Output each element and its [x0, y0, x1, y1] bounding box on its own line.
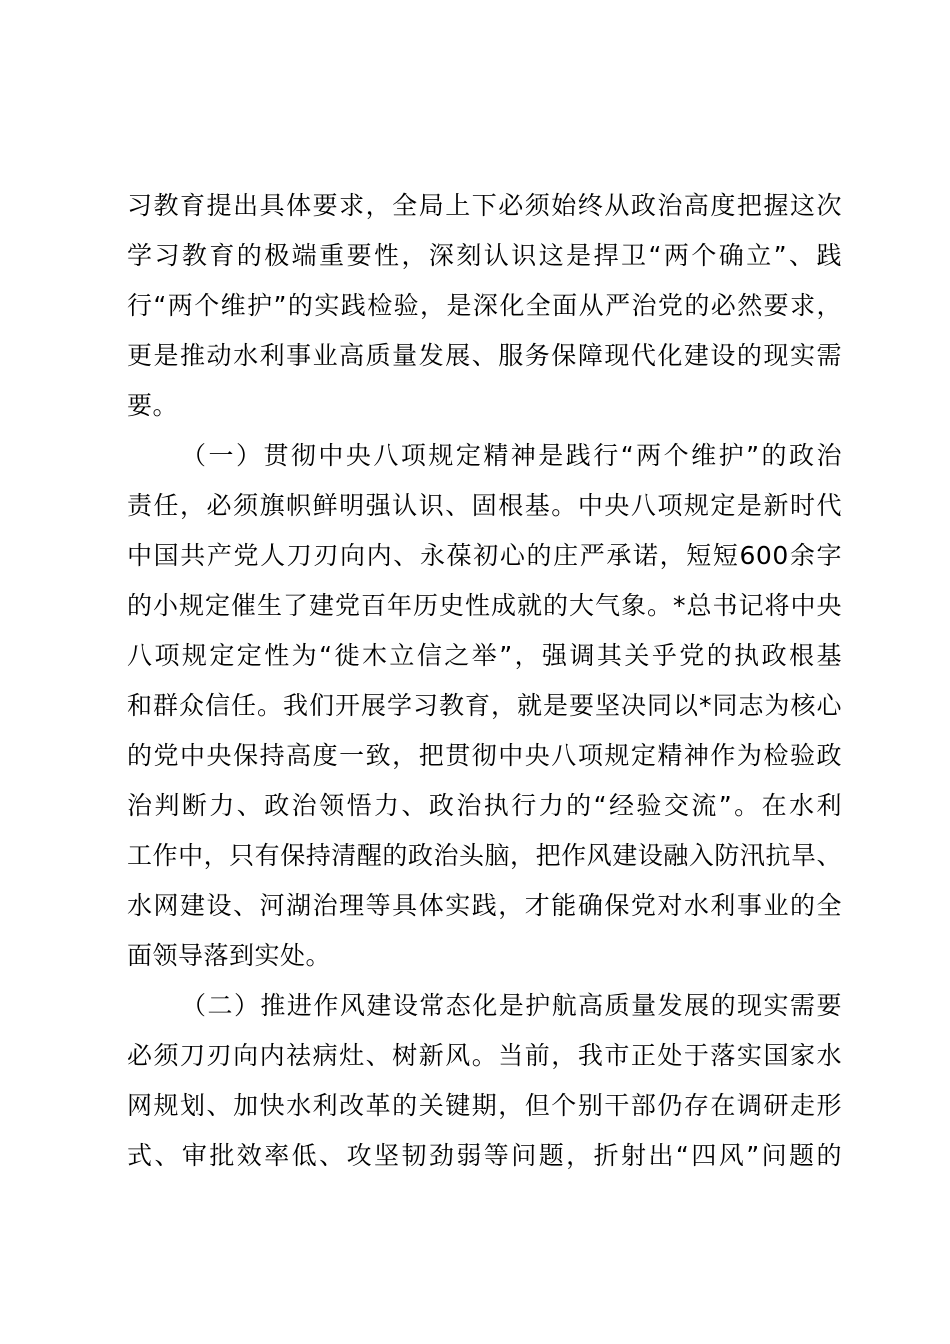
text-line: 的小规定催生了建党百年历史性成就的大气象。*总书记将中央 — [127, 591, 842, 620]
text-line: 面领导落到实处。 — [127, 941, 332, 970]
text-line: 行“两个维护”的实践检验，是深化全面从严治党的必然要求， — [127, 291, 842, 320]
text-line: 和群众信任。我们开展学习教育，就是要坚决同以*同志为核心 — [127, 691, 842, 720]
text-line: 的党中央保持高度一致，把贯彻中央八项规定精神作为检验政 — [127, 741, 842, 770]
text-line: 必须刀刃向内祛病灶、树新风。当前，我市正处于落实国家水 — [127, 1041, 842, 1070]
text-line: 式、审批效率低、攻坚韧劲弱等问题，折射出“四风”问题的 — [127, 1141, 842, 1170]
document-body — [127, 181, 842, 1181]
text-line: 责任，必须旗帜鲜明强认识、固根基。中央八项规定是新时代 — [127, 491, 842, 520]
text-line: 网规划、加快水利改革的关键期，但个别干部仍存在调研走形 — [127, 1091, 842, 1120]
text-line: （二）推进作风建设常态化是护航高质量发展的现实需要 — [181, 991, 842, 1020]
paragraph-section-one — [127, 431, 842, 981]
paragraph-intro — [127, 181, 842, 431]
text-line: 工作中，只有保持清醒的政治头脑，把作风建设融入防汛抗旱、 — [127, 841, 842, 870]
text-line: 习教育提出具体要求，全局上下必须始终从政治高度把握这次 — [127, 191, 842, 220]
text-line: 治判断力、政治领悟力、政治执行力的“经验交流”。在水利 — [127, 791, 842, 820]
text-line: 水网建设、河湖治理等具体实践，才能确保党对水利事业的全 — [127, 891, 842, 920]
text-line: 更是推动水利事业高质量发展、服务保障现代化建设的现实需 — [127, 341, 842, 370]
text-line: 中国共产党人刀刃向内、永葆初心的庄严承诺，短短600余字 — [127, 541, 842, 570]
text-line: 学习教育的极端重要性，深刻认识这是捍卫“两个确立”、践 — [127, 241, 842, 270]
paragraph-section-two — [127, 981, 842, 1181]
text-line: （一）贯彻中央八项规定精神是践行“两个维护”的政治 — [181, 441, 842, 470]
text-line: 八项规定定性为“徙木立信之举”，强调其关乎党的执政根基 — [127, 641, 842, 670]
text-line: 要。 — [127, 391, 179, 420]
